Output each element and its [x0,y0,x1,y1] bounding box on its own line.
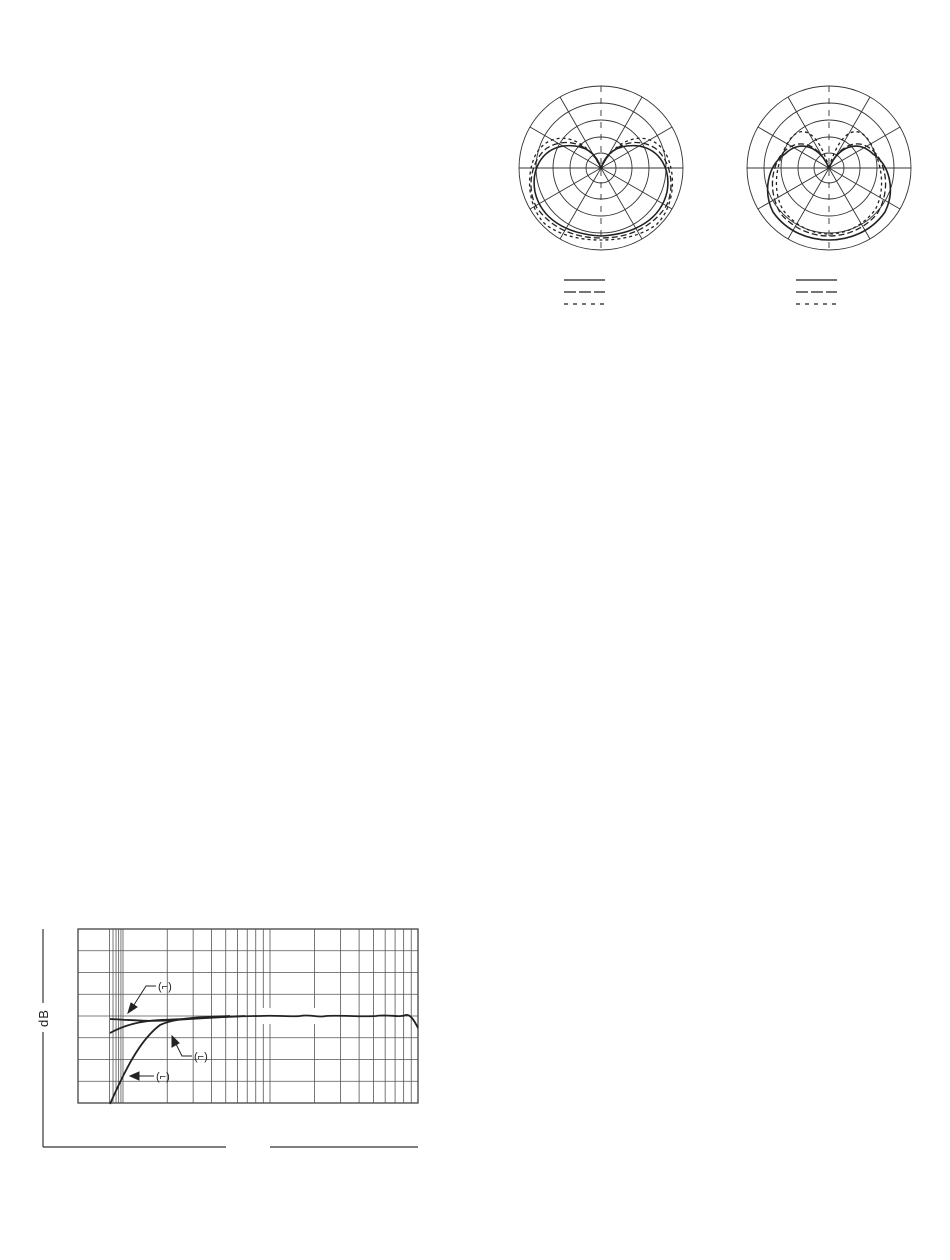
polar-patterns [530,138,673,240]
annotation-label-3: (⌐) [156,1071,170,1083]
annotation-label-2: (⌐) [194,1051,208,1063]
y-axis-label: dB [36,1009,51,1027]
frequency-response-chart [36,929,418,1147]
polar-legend [564,280,605,304]
polar-diagram-left [519,86,683,304]
annotation-arrow-1 [128,1003,137,1013]
pattern-short-dash [530,138,673,240]
polar-legend [796,280,837,304]
curve-mid-rolloff [110,1016,245,1033]
annotation-leader-1 [132,986,156,1008]
curve-steep-rolloff [110,1016,230,1104]
annotation-arrow-3 [130,1072,139,1080]
curve-annotations [128,986,192,1080]
polar-diagram-right [747,86,911,304]
annotation-label-1: (⌐) [158,981,172,993]
